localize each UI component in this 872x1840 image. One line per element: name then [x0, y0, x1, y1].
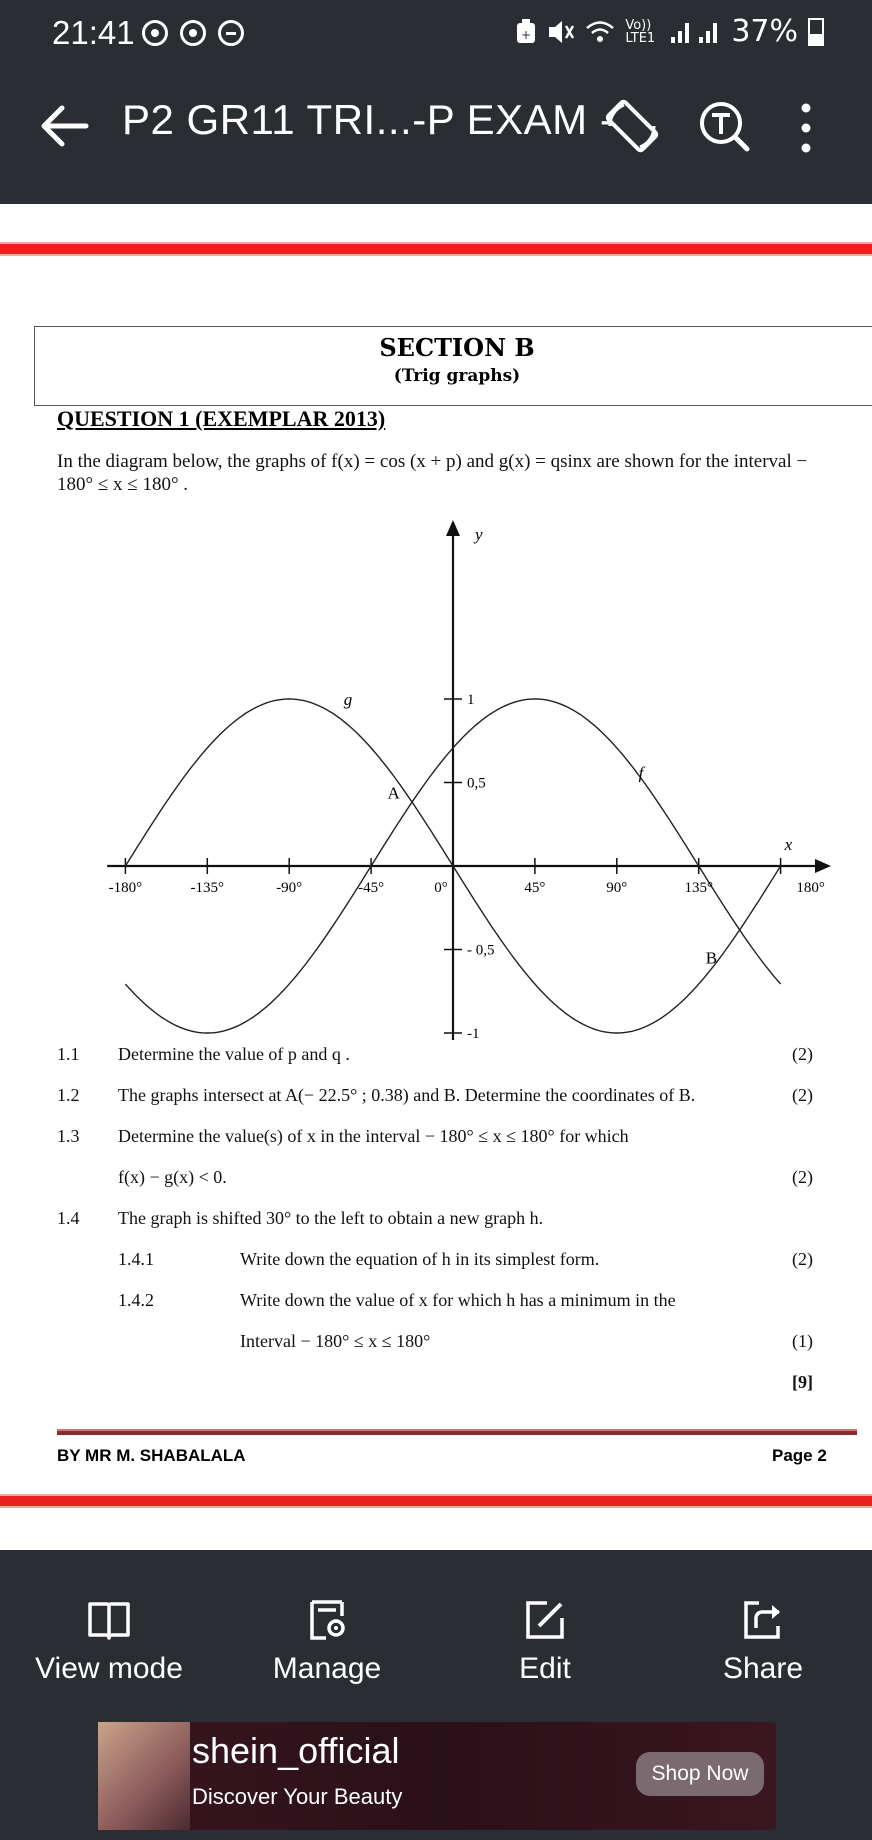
document-page[interactable]: [0, 204, 872, 1550]
y-tick-label: 1: [467, 692, 475, 708]
ad-name: shein_official: [192, 1730, 400, 1771]
do-not-disturb-icon: [218, 20, 244, 46]
edit-button[interactable]: [436, 1576, 654, 1706]
battery-icon: [808, 18, 824, 46]
record-icon: [142, 20, 168, 46]
svg-text:+: +: [521, 27, 532, 42]
q1-4-1-num: 1.4.1: [118, 1249, 154, 1269]
ad-banner[interactable]: [98, 1722, 776, 1830]
q1-3-text: Determine the value(s) of x in the interval − 180° ≤ x ≤ 180° for which: [118, 1126, 629, 1146]
y-tick-label: - 0,5: [467, 942, 495, 959]
view-mode-label: View mode: [35, 1652, 183, 1685]
view-mode-button[interactable]: [0, 1576, 218, 1706]
bottom-action-bar: [0, 1576, 872, 1706]
status-bar: [0, 0, 872, 66]
back-arrow-icon[interactable]: [38, 100, 90, 152]
x-tick-label: 180°: [796, 880, 825, 896]
q1-1-mark: (2): [792, 1044, 813, 1064]
book-icon: [87, 1600, 131, 1640]
y-axis-label: y: [475, 525, 483, 544]
q1-1-num: 1.1: [57, 1044, 80, 1064]
x-tick-label: -135°: [190, 880, 225, 896]
q1-4-num: 1.4: [57, 1208, 80, 1228]
x-tick-label: 0°: [434, 880, 448, 896]
notification-icons: [142, 20, 244, 46]
q1-3-num: 1.3: [57, 1126, 80, 1146]
share-icon: [741, 1600, 785, 1640]
q1-2-text: The graphs intersect at A(− 22.5° ; 0.38) and B. Determine the coordinates of B.: [118, 1085, 696, 1105]
section-box: [34, 326, 872, 406]
status-right: [515, 14, 824, 49]
curve-f-label: f: [638, 763, 644, 783]
q1-1-text: Determine the value of p and q .: [118, 1044, 350, 1064]
rotate-screen-icon[interactable]: [602, 96, 662, 156]
manage-label: Manage: [272, 1652, 382, 1685]
text-search-icon[interactable]: [696, 98, 752, 154]
bottom-rule: [0, 1494, 872, 1508]
ad-tagline: Discover Your Beauty: [192, 1784, 403, 1809]
x-tick-label: 45°: [524, 880, 546, 896]
battery-saver-icon: [515, 19, 537, 45]
point-a-label: A: [387, 783, 400, 803]
trig-graph: [60, 520, 840, 1040]
footer-author: BY MR M. SHABALALA: [57, 1446, 246, 1465]
x-axis-label: x: [784, 835, 793, 854]
q1-4-1-text: Write down the equation of h in its simplest form.: [240, 1249, 600, 1269]
q1-4-text: The graph is shifted 30° to the left to obtain a new graph h.: [118, 1208, 544, 1228]
q1-4-2-mark: (1): [792, 1331, 813, 1351]
network-label: Vo)) LTE1: [625, 17, 656, 46]
y-axis-arrow: [446, 520, 460, 536]
document-title: P2 GR11 TRI...-P EXAM -: [122, 96, 615, 143]
total-marks: [9]: [792, 1372, 813, 1392]
graph-labels: [109, 525, 825, 1040]
footer-rule: [57, 1429, 857, 1435]
edit-icon: [523, 1600, 567, 1640]
manage-button[interactable]: [218, 1576, 436, 1706]
app-bar: [0, 66, 872, 204]
wifi-icon: [585, 19, 615, 45]
x-tick-label: 135°: [684, 880, 713, 896]
x-tick-label: -45°: [358, 880, 385, 896]
footer-page: Page 2: [772, 1446, 827, 1465]
more-options-icon[interactable]: [796, 100, 816, 156]
header-rule: [0, 242, 872, 256]
y-tick-label: -1: [467, 1026, 480, 1040]
q1-4-2-text: Write down the value of x for which h has a minimum in the: [240, 1290, 676, 1310]
q1-3-inequality: f(x) − g(x) < 0.: [118, 1167, 227, 1187]
q1-2-mark: (2): [792, 1085, 813, 1105]
signal-icon: [669, 19, 721, 45]
q1-4-2-num: 1.4.2: [118, 1290, 154, 1310]
curve-g-label: g: [343, 690, 353, 709]
y-tick-label: 0,5: [467, 775, 486, 792]
record-icon: [180, 20, 206, 46]
q1-4-1-mark: (2): [792, 1249, 813, 1269]
status-time: 21:41: [52, 14, 135, 51]
mute-icon: [547, 19, 575, 45]
battery-percent: 37%: [731, 14, 798, 49]
x-tick-label: -90°: [276, 880, 303, 896]
question-intro: In the diagram below, the graphs of f(x) = cos (x + p) and g(x) = qsinx are shown for the interval − 180° ≤ x ≤ 180° .: [57, 451, 808, 495]
q1-2-num: 1.2: [57, 1085, 80, 1105]
shop-now-button[interactable]: Shop Now: [636, 1752, 764, 1796]
point-b-label: B: [705, 948, 718, 968]
x-tick-label: -180°: [108, 880, 143, 896]
share-button[interactable]: [654, 1576, 872, 1706]
section-subtitle: (Trig graphs): [393, 366, 521, 386]
x-axis-arrow: [815, 859, 831, 873]
manage-icon: [305, 1600, 349, 1640]
share-label: Share: [722, 1652, 804, 1685]
ad-thumbnail: [98, 1722, 190, 1830]
x-tick-label: 90°: [606, 880, 628, 896]
edit-label: Edit: [519, 1652, 571, 1685]
q1-4-2-interval: Interval − 180° ≤ x ≤ 180°: [240, 1331, 431, 1351]
question-title: QUESTION 1 (EXEMPLAR 2013): [57, 406, 386, 431]
section-title: SECTION B: [379, 333, 535, 362]
q1-3-mark: (2): [792, 1167, 813, 1187]
